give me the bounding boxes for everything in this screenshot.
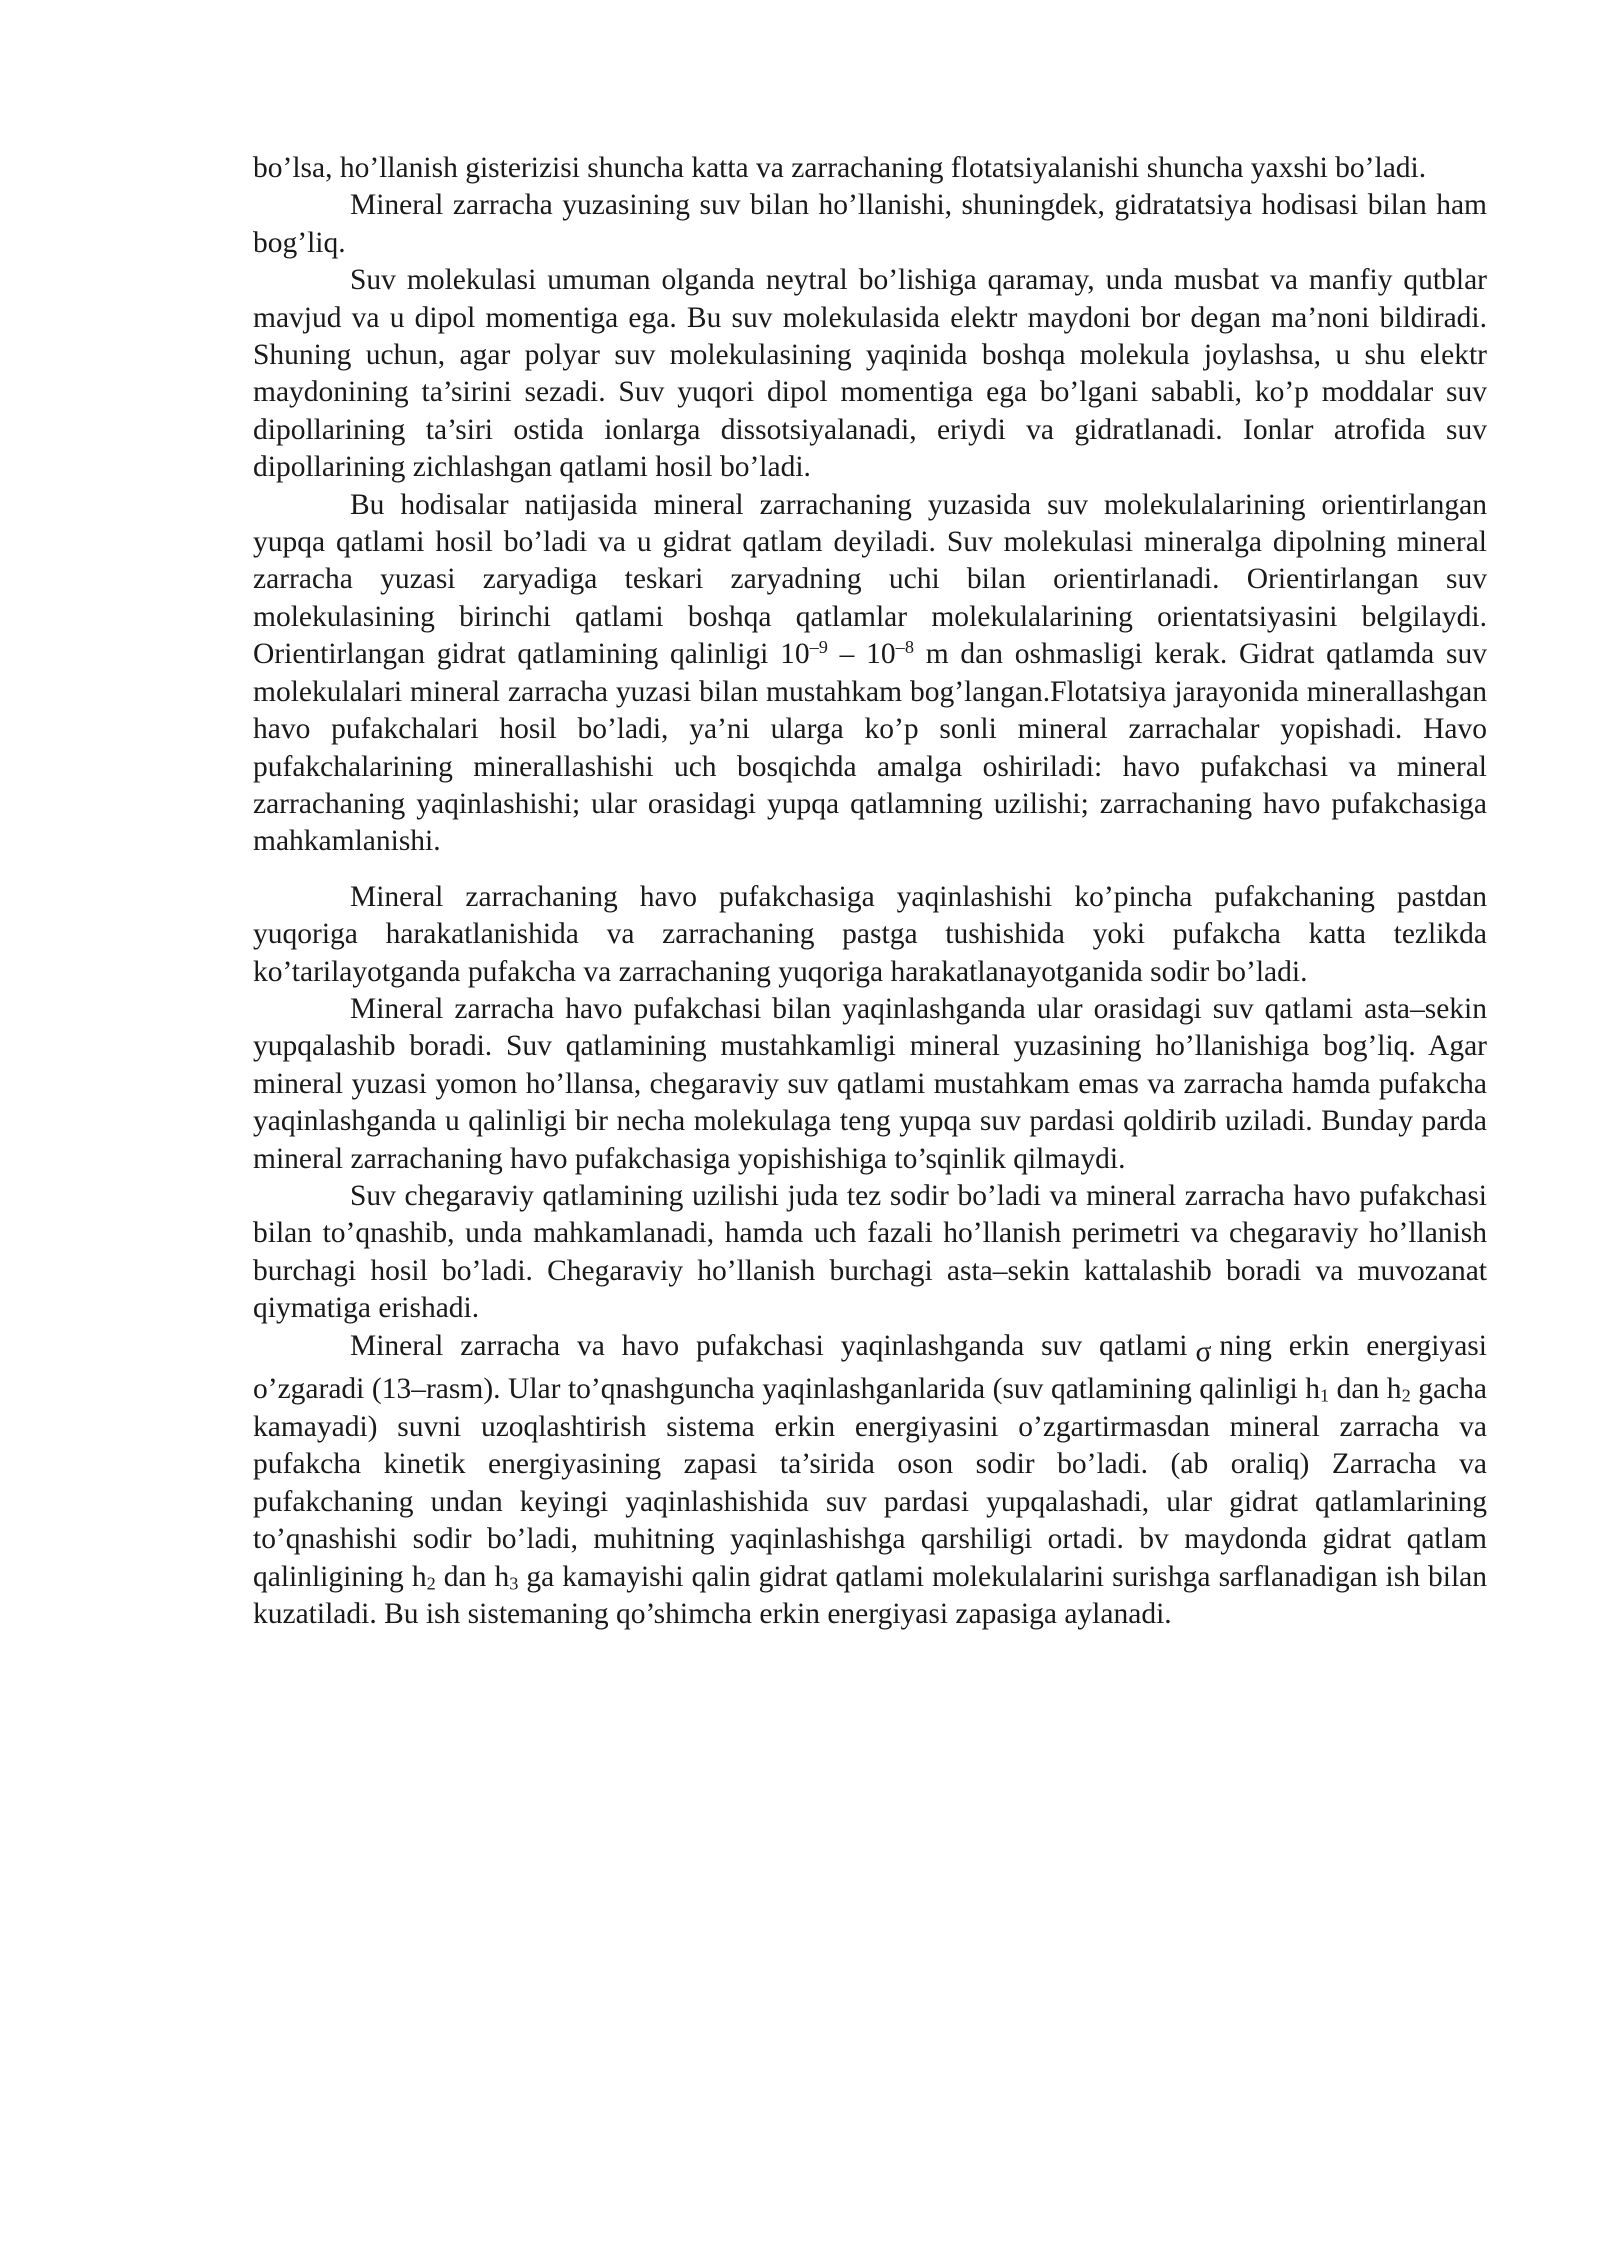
superscript-exponent: –9 (809, 637, 828, 658)
paragraph-1: bo’lsa, ho’llanish gisterizisi shuncha katta va zarrachaning flotatsiyalanishi shuncha yaxshi bo’ladi. (253, 152, 1427, 184)
paragraph-4-text-b: – 10 (827, 638, 896, 671)
subscript-index: 3 (509, 1573, 519, 1594)
paragraph-8-text-b: ning erkin energiyasi o’zgaradi (13–rasm). Ular to’qnashguncha yaqinlashganlarida (suv qatlamining qalinligi h (253, 1329, 1487, 1406)
paragraph-8-text-e: dan h (435, 1560, 510, 1593)
subscript-index: 1 (1320, 1386, 1330, 1407)
paragraph-3: Suv molekulasi umuman olganda neytral bo’lishiga qaramay, unda musbat va manfiy qutblar mavjud va u dipol momentiga ega. Bu suv molekulasida elektr maydoni bor degan ma’noni bildiradi. Shuning uchun, agar polyar suv molekulasining yaqinida boshqa molekula joylashsa, u shu elektr maydonining ta’sirini sezadi. Suv yuqori dipol momentiga ega bo’lgani sababli, ko’p moddalar suv dipollarining ta’siri ostida ionlarga dissotsiyalanadi, eriydi va gidratlanadi. Ionlar atrofida suv dipollarining zichlashgan qatlami hosil bo’ladi. (253, 264, 1487, 484)
paragraph-8-text-a: Mineral zarracha va havo pufakchasi yaqinlashganda suv qatlami (350, 1329, 1188, 1362)
subscript-index: 2 (1401, 1386, 1411, 1407)
paragraph-5: Mineral zarrachaning havo pufakchasiga yaqinlashishi ko’pincha pufakchaning pastdan yuqoriga harakatlanishida va zarrachaning pastga tushishida yoki pufakcha katta tezlikda ko’tarilayotganda pufakcha va zarrachaning yuqoriga harakatlanayotganida sodir bo’ladi. (253, 880, 1487, 988)
document-page (253, 150, 1487, 1633)
paragraph-4-text-a: Bu hodisalar natijasida mineral zarrachaning yuzasida suv molekulalarining orientirlangan yupqa qatlami hosil bo’ladi va u gidrat qatlam deyiladi. Suv molekulasi mineralga dipolning mineral zarracha yuzasi zaryadiga teskari zaryadning uchi bilan orientirlanadi. Orientirlangan suv molekulasining birinchi qatlami boshqa qatlamlar molekulalarining orientatsiyasini belgilaydi. Orientirlangan gidrat qatlamining qalinligi 10 (253, 488, 1487, 671)
paragraph-8-text-c: dan h (1329, 1373, 1402, 1406)
subscript-index: 2 (426, 1573, 436, 1594)
superscript-exponent: –8 (895, 637, 914, 658)
paragraph-7: Suv chegaraviy qatlamining uzilishi juda tez sodir bo’ladi va mineral zarracha havo pufakchasi bilan to’qnashib, unda mahkamlanadi, hamda uch fazali ho’llanish perimetri va chegaraviy ho’llanish burchagi hosil bo’ladi. Chegaraviy ho’llanish burchagi asta–sekin kattalashib boradi va muvozanat qiymatiga erishadi. (253, 1179, 1487, 1325)
paragraph-4 (253, 487, 1487, 861)
paragraph-8-text-f: ga kamayishi qalin gidrat qatlami molekulalarini surishga sarflanadigan ish bilan kuzatiladi. Bu ish sistemaning qo’shimcha erkin energiyasi zapasiga aylanadi. (253, 1560, 1487, 1630)
paragraph-4-text-c: m dan oshmasligi kerak. Gidrat qatlamda suv molekulalari mineral zarracha yuzasi bilan mustahkam bog’langan.Flotatsiya jarayonida minerallashgan havo pufakchalari hosil bo’ladi, ya’ni ularga ko’p sonli mineral zarrachalar yopishadi. Havo pufakchalarining minerallashishi uch bosqichda amalga oshiriladi: havo pufakchasi va mineral zarrachaning yaqinlashishi; ular orasidagi yupqa qatlamning uzilishi; zarrachaning havo pufakchasiga mahkamlanishi. (253, 638, 1487, 858)
paragraph-8 (253, 1328, 1487, 1634)
paragraph-8-text-d: gacha kamayadi) suvni uzoqlashtirish sistema erkin energiyasini o’zgartirmasdan mineral zarracha va pufakcha kinetik energiyasining zapasi ta’sirida oson sodir bo’ladi. (ab oraliq) Zarracha va pufakchaning undan keyingi yaqinlashishida suv pardasi yupqalashadi, ular gidrat qatlamlarining to’qnashishi sodir bo’ladi, muhitning yaqinlashishga qarshiligi ortadi. bv maydonda gidrat qatlam qalinligining h (253, 1373, 1488, 1593)
paragraph-6: Mineral zarracha havo pufakchasi bilan yaqinlashganda ular orasidagi suv qatlami asta–sekin yupqalashib boradi. Suv qatlamining mustahkamligi mineral yuzasining ho’llanishiga bog’liq. Agar mineral yuzasi yomon ho’llansa, chegaraviy suv qatlami mustahkam emas va zarracha hamda pufakcha yaqinlashganda u qalinligi bir necha molekulaga teng yupqa suv pardasi qoldirib uziladi. Bunday parda mineral zarrachaning havo pufakchasiga yopishishiga to’sqinlik qilmaydi. (253, 992, 1487, 1175)
sigma-symbol: σ (1195, 1336, 1212, 1369)
paragraph-2: Mineral zarracha yuzasining suv bilan ho’llanishi, shuningdek, gidratatsiya hodisasi bilan ham bog’liq. (253, 189, 1487, 259)
